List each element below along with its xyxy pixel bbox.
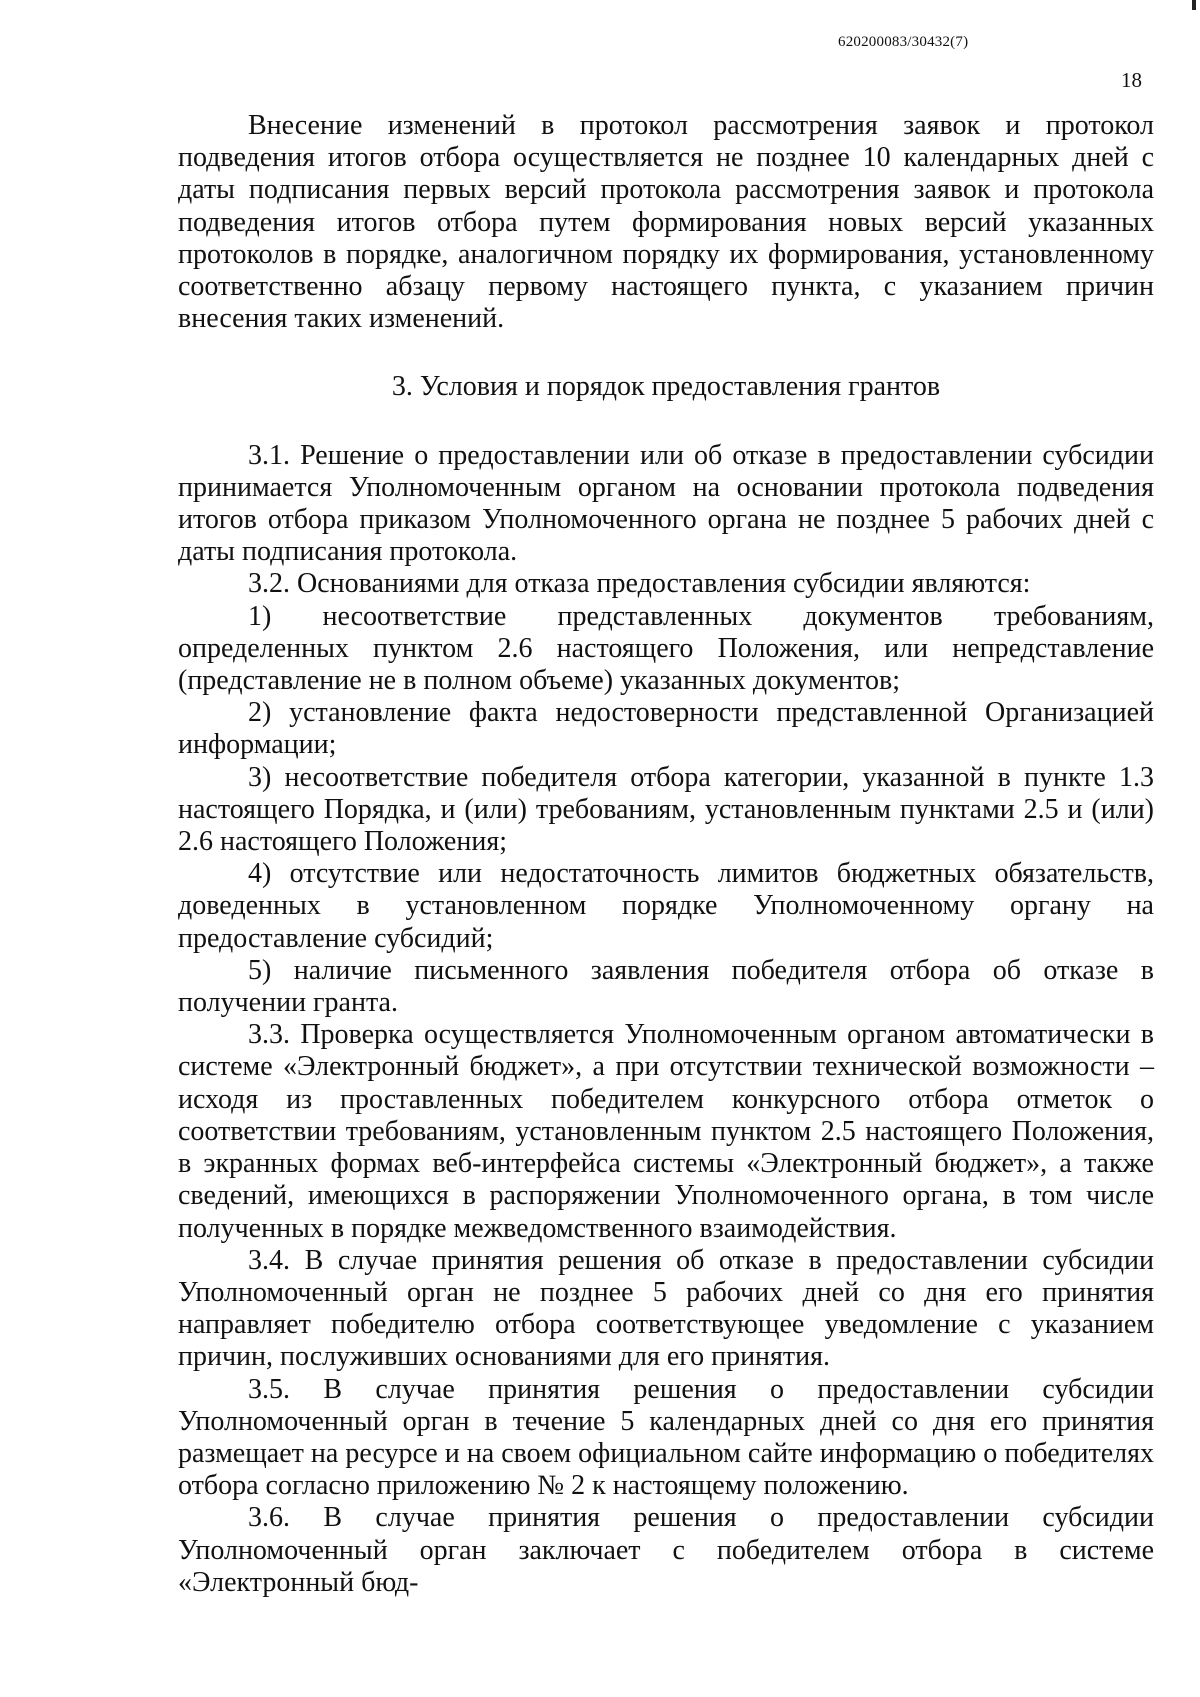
paragraph-3-3: 3.3. Проверка осуществляется Уполномоченным органом автоматически в системе «Электронный бюджет», а при отсутствии технической возможности – исходя из проставленных победителем конкурсного отбора отметок о соответствии требованиям, установленным пунктом 2.5 настоящего Положения, в экранных формах веб-интерфейса системы «Электронный бюджет», а также сведений, имеющихся в распоряжении Уполномоченного органа, в том числе полученных в порядке межведомственного взаимодействия. (178, 1019, 1154, 1244)
paragraph-intro: Внесение изменений в протокол рассмотрения заявок и протокол подведения итогов отбора осуществляется не позднее 10 календарных дней с даты подписания первых версий протокола рассмотрения заявок и протокола подведения итогов отбора путем формирования новых версий указанных протоколов в порядке, аналогичном порядку их формирования, установленному соответственно абзацу первому настоящего пункта, с указанием причин внесения таких изменений. (178, 110, 1154, 335)
paragraph-3-6: 3.6. В случае принятия решения о предоставлении субсидии Уполномоченный орган заключает с победителем отбора в системе «Электронный бюд- (178, 1502, 1154, 1598)
list-item-4: 4) отсутствие или недостаточность лимитов бюджетных обязательств, доведенных в установленном порядке Уполномоченному органу на предоставление субсидий; (178, 858, 1154, 954)
list-item-5: 5) наличие письменного заявления победителя отбора об отказе в получении гранта. (178, 954, 1154, 1019)
section-heading: 3. Условия и порядок предоставления грантов (391, 371, 941, 403)
paragraph-3-1: 3.1. Решение о предоставлении или об отказе в предоставлении субсидии принимается Уполномоченным органом на основании протокола подведения итогов отбора приказом Уполномоченного органа не позднее 5 рабочих дней с даты подписания протокола. (178, 439, 1154, 568)
list-item-3: 3) несоответствие победителя отбора категории, указанной в пункте 1.3 настоящего Порядка, и (или) требованиям, установленным пунктами 2.5 и (или) 2.6 настоящего Положения; (178, 761, 1154, 858)
page-number: 18 (1121, 68, 1142, 92)
scan-corner-mark (1192, 0, 1196, 10)
paragraph-3-2: 3.2. Основаниями для отказа предоставления субсидии являются: (248, 568, 1031, 600)
document-body (178, 110, 1154, 1599)
list-item-2: 2) установление факта недостоверности представленной Организацией информации; (178, 697, 1154, 761)
paragraph-3-5: 3.5. В случае принятия решения о предоставлении субсидии Уполномоченный орган в течение 5 календарных дней со дня его принятия размещает на ресурсе и на своем официальном сайте информацию о победителях отбора согласно приложению № 2 к настоящему положению. (178, 1373, 1154, 1502)
paragraph-3-4: 3.4. В случае принятия решения об отказе в предоставлении субсидии Уполномоченный орган не позднее 5 рабочих дней со дня его принятия направляет победителю отбора соответствующее уведомление с указанием причин, послуживших основаниями для его принятия. (178, 1244, 1154, 1373)
document-code: 620200083/30432(7) (838, 34, 969, 50)
list-item-1: 1) несоответствие представленных документов требованиям, определенных пунктом 2.6 настоящего Положения, или непредставление (представление не в полном объеме) указанных документов; (178, 600, 1154, 697)
